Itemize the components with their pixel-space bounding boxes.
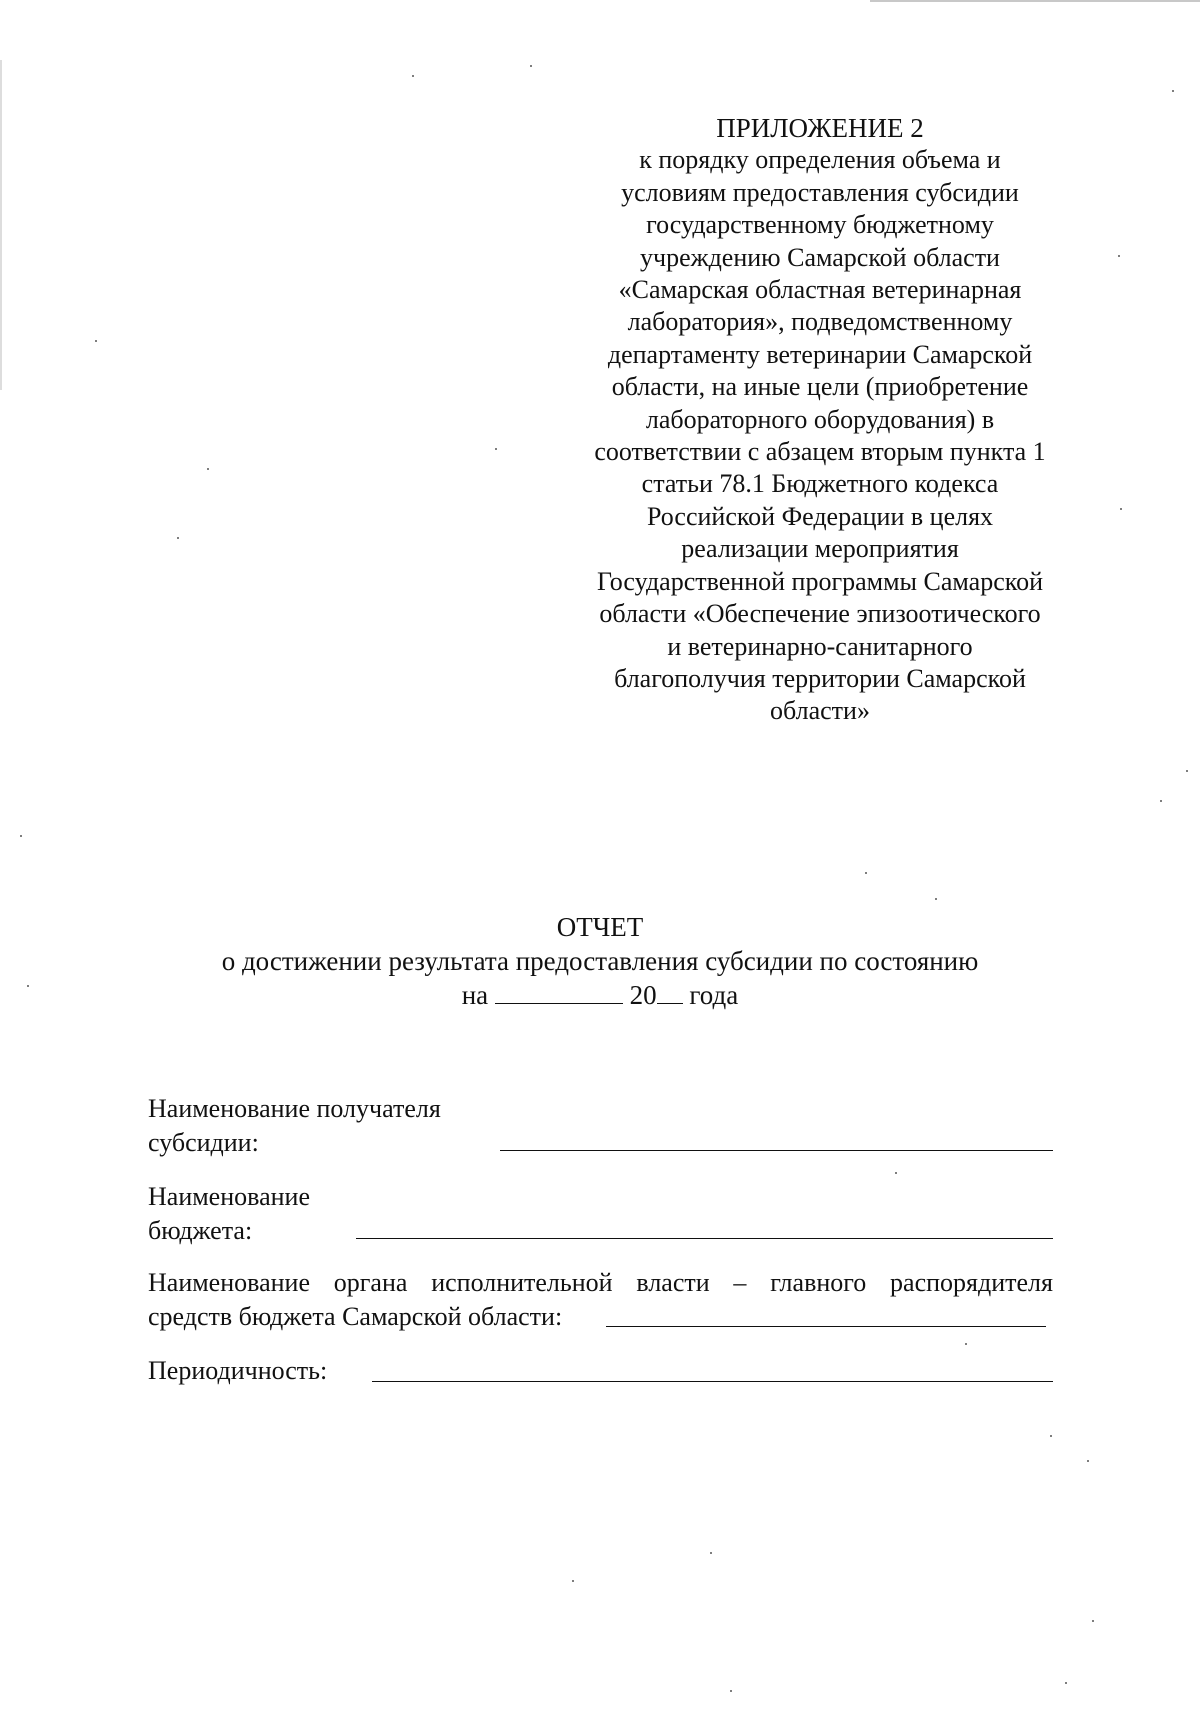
authority-field-label [148,1266,1053,1334]
appendix-line: учреждению Самарской области [640,242,1000,272]
report-heading [150,910,1050,1012]
date-day-month-blank[interactable] [495,979,623,1004]
appendix-line: лаборатория», подведомственному [627,307,1013,337]
report-subtitle: о достижении результата предоставления субсидии по состоянию [221,946,979,976]
year-blank[interactable] [657,979,683,1004]
scan-speck [865,872,867,874]
appendix-line: благополучия территории Самарской [614,663,1026,693]
scan-speck [495,448,497,450]
scan-speck [20,835,22,837]
authority-label-line2: средств бюджета Самарской области: [148,1302,563,1331]
recipient-field-label [148,1092,441,1160]
scan-speck [965,1343,967,1345]
scan-speck [710,1552,712,1554]
scan-speck [1160,800,1162,802]
recipient-blank[interactable] [500,1150,1053,1151]
appendix-line: Российской Федерации в целях [646,501,994,531]
appendix-line: «Самарская областная ветеринарная [618,275,1022,305]
appendix-line: к порядку определения объема и [639,145,1001,175]
scan-speck [1050,1435,1052,1437]
scan-speck [95,340,97,342]
report-title: ОТЧЕТ [556,912,644,942]
budget-field-label [148,1180,310,1248]
scan-speck [730,1690,732,1692]
scan-speck [1118,255,1120,257]
recipient-label-line2: субсидии: [148,1128,259,1157]
appendix-line: Государственной программы Самарской [597,566,1043,596]
date-prefix: на [461,980,489,1010]
periodicity-field-label [148,1354,327,1388]
appendix-line: государственному бюджетному [646,210,994,240]
appendix-block [560,112,1080,728]
appendix-line: области» [770,696,870,726]
authority-label-line1: Наименование органа исполнительной власти – главного распорядителя [148,1268,1053,1297]
budget-label-line1: Наименование [148,1182,310,1211]
scan-speck [935,898,937,900]
year-prefix: 20 [629,980,657,1010]
appendix-line: статьи 78.1 Бюджетного кодекса [641,469,999,499]
scan-speck [207,468,209,470]
scan-speck [530,65,532,67]
authority-blank[interactable] [606,1326,1046,1327]
scan-edge-left [0,60,2,390]
scan-speck [1172,90,1174,92]
scan-edge-top [870,0,1200,2]
appendix-line: департаменту ветеринарии Самарской [607,339,1033,369]
appendix-line: реализации мероприятия [681,534,959,564]
appendix-line: области «Обеспечение эпизоотического [599,599,1041,629]
date-suffix: года [689,980,739,1010]
scan-speck [1092,1620,1094,1622]
scan-speck [177,537,179,539]
scan-speck [1087,1460,1089,1462]
appendix-line: и ветеринарно-санитарного [667,631,973,661]
scan-speck [1186,770,1188,772]
appendix-line: соответствии с абзацем вторым пункта 1 [594,437,1046,467]
appendix-title: ПРИЛОЖЕНИЕ 2 [716,113,924,143]
budget-label-line2: бюджета: [148,1216,253,1245]
periodicity-blank[interactable] [372,1381,1053,1382]
appendix-line: лабораторного оборудования) в [645,404,995,434]
report-date-line [150,978,1050,1012]
periodicity-label: Периодичность: [148,1356,328,1385]
recipient-label-line1: Наименование получателя [148,1094,441,1123]
scan-speck [572,1580,574,1582]
scan-speck [895,1172,897,1174]
appendix-line: области, на иные цели (приобретение [611,372,1029,402]
scan-speck [1120,508,1122,510]
scan-speck [1065,1682,1067,1684]
budget-blank[interactable] [356,1238,1053,1239]
scan-speck [412,75,414,77]
scan-speck [27,985,29,987]
appendix-line: условиям предоставления субсидии [621,177,1019,207]
